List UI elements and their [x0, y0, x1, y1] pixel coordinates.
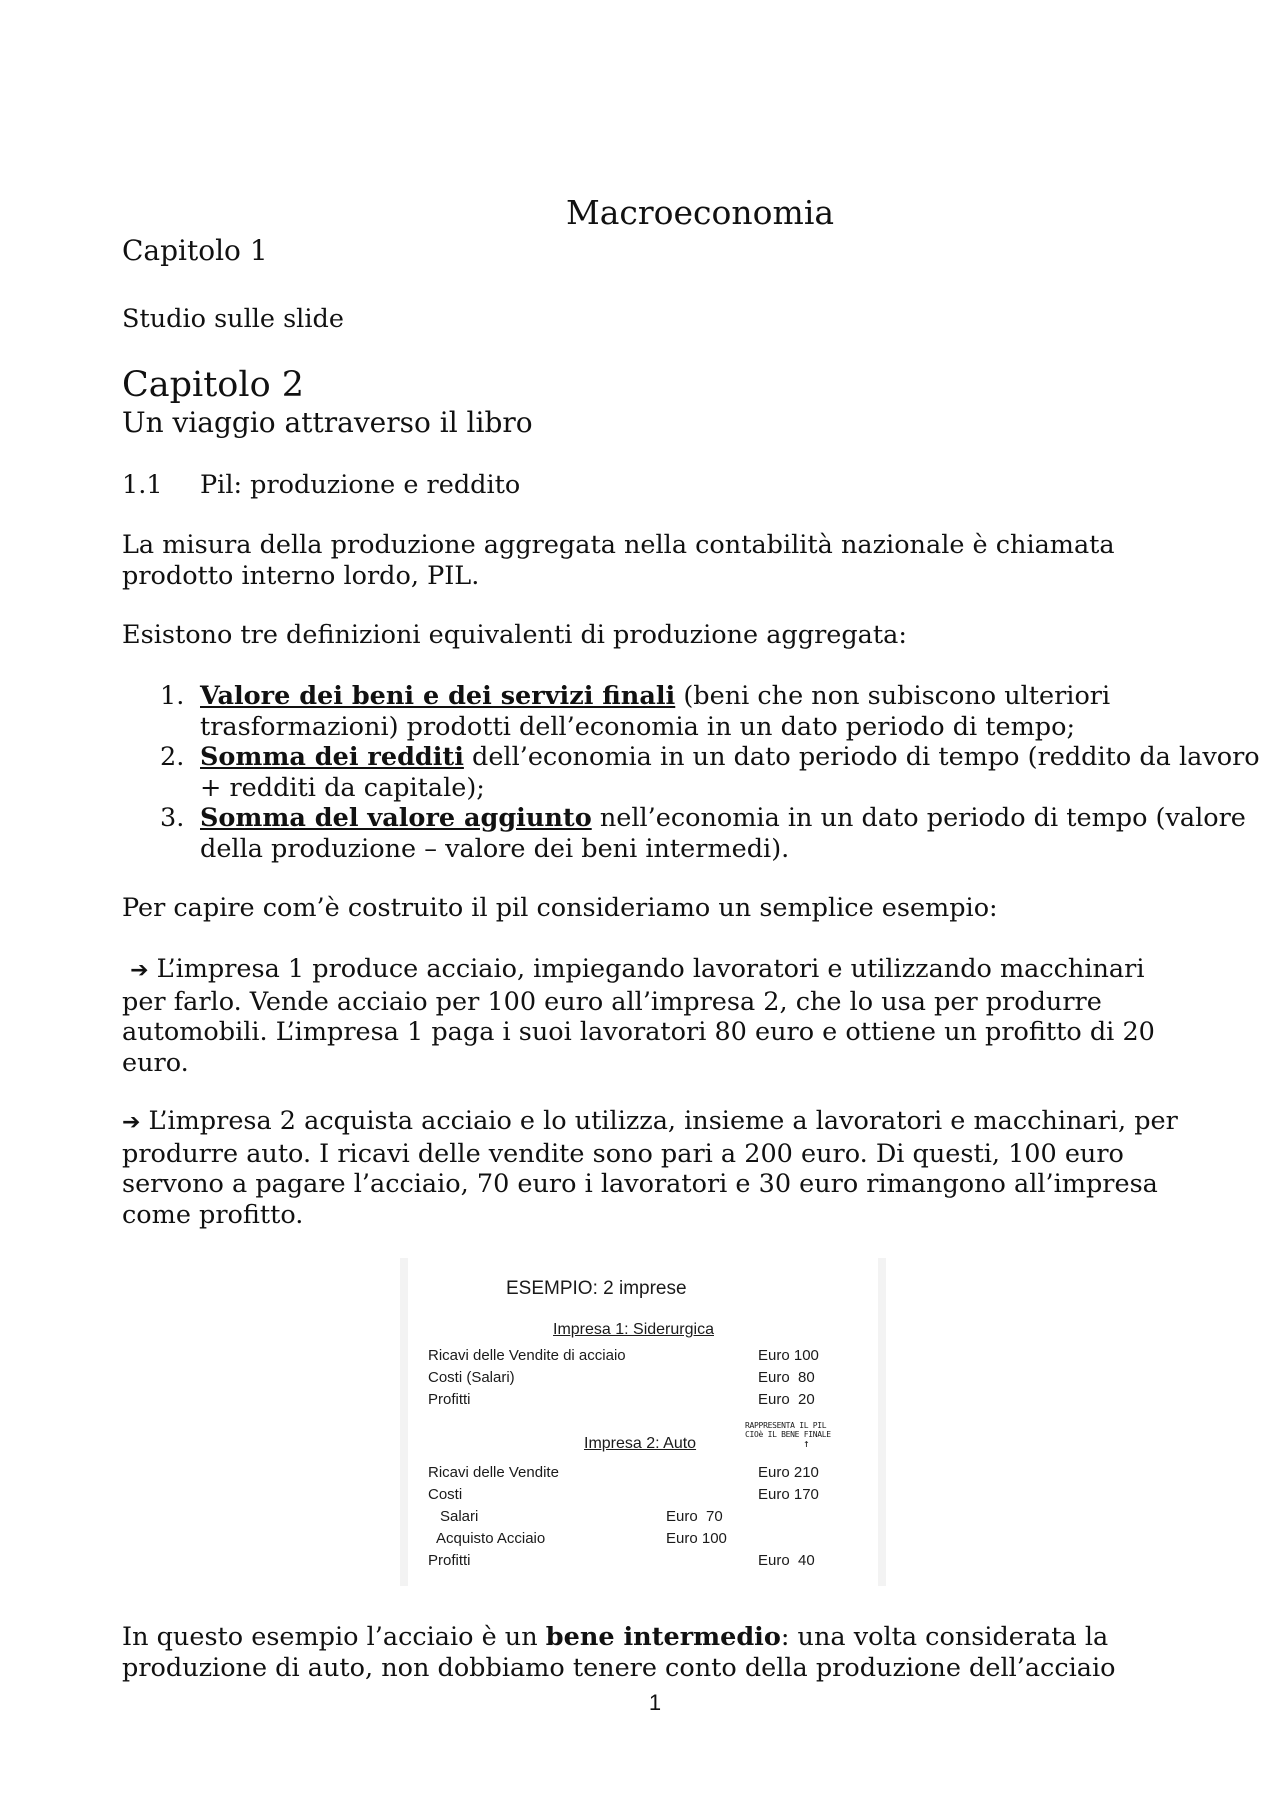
table-row-label: Salari [440, 1508, 479, 1525]
firm-1-header: Impresa 1: Siderurgica [553, 1321, 714, 1338]
definitions-list [122, 681, 1260, 864]
table-row-label: Acquisto Acciaio [436, 1530, 546, 1547]
figure-title: ESEMPIO: 2 imprese [506, 1278, 687, 1299]
table-row-value: Euro 100 [758, 1347, 819, 1364]
definition-term: Valore dei beni e dei servizi finali [200, 681, 676, 711]
table-row-value: Euro 210 [758, 1464, 819, 1481]
table-row-value: Euro 20 [758, 1391, 815, 1408]
paragraph-pil-definition: La misura della produzione aggregata nella contabilità nazionale è chiamata prodotto interno lordo, PIL. [122, 530, 1115, 591]
paragraph-firm-2: ➔ L’impresa 2 acquista acciaio e lo utilizza, insieme a lavoratori e macchinari, per produrre auto. I ricavi delle vendite sono pari a 200 euro. Di questi, 100 euro servono a pagare l’acciaio, 70 euro i lavoratori e 30 euro rimangono all’impresa come profitto. [122, 1106, 1178, 1230]
list-item: 2. Somma dei redditi dell’economia in un dato periodo di tempo (reddito da lavoro + redditi da capitale); [160, 742, 1260, 803]
table-row-value: Euro 80 [758, 1369, 815, 1386]
definition-term: Somma del valore aggiunto [200, 803, 592, 833]
chapter-2-heading: Capitolo 2 [122, 365, 305, 405]
table-row-label: Ricavi delle Vendite di acciaio [428, 1347, 626, 1364]
chapter-1-heading: Capitolo 1 [122, 234, 268, 267]
table-row-value: Euro 70 [666, 1508, 723, 1525]
section-title: Pil: produzione e reddito [200, 470, 521, 500]
document-title: Macroeconomia [565, 193, 835, 232]
list-item: 1. Valore dei beni e dei servizi finali (beni che non subiscono ulteriori trasformazioni) prodotti dell’economia in un dato periodo di tempo; [160, 681, 1111, 742]
table-row-value: Euro 40 [758, 1552, 815, 1569]
section-heading [122, 470, 520, 500]
chapter-1-text: Studio sulle slide [122, 304, 344, 334]
paragraph-example-intro: Per capire com’è costruito il pil consideriamo un semplice esempio: [122, 893, 998, 923]
paragraph-firm-1: ➔ L’impresa 1 produce acciaio, impiegando lavoratori e utilizzando macchinari per farlo. Vende acciaio per 100 euro all’impresa 2, che lo usa per produrre automobili. L’impresa 1 paga i suoi lavoratori 80 euro e ottiene un profitto di 20 euro. [122, 954, 1155, 1078]
example-figure [400, 1258, 886, 1586]
table-row-label: Profitti [428, 1552, 471, 1569]
table-row-value: Euro 100 [666, 1530, 727, 1547]
table-row-value: Euro 170 [758, 1486, 819, 1503]
paragraph-three-definitions: Esistono tre definizioni equivalenti di produzione aggregata: [122, 620, 907, 650]
bold-term: bene intermedio [545, 1622, 781, 1652]
table-row-label: Costi (Salari) [428, 1369, 515, 1386]
arrow-up-icon: ↑ [803, 1437, 810, 1450]
arrow-icon: ➔ [122, 1110, 141, 1135]
firm-2-header: Impresa 2: Auto [584, 1435, 697, 1452]
table-row-label: Costi [428, 1486, 463, 1503]
paragraph-intermediate-good: In questo esempio l’acciaio è un bene intermedio: una volta considerata la produzione di auto, non dobbiamo tenere conto della produzione dell’acciaio [122, 1622, 1116, 1683]
page-number: 1 [648, 1690, 662, 1715]
handwritten-note: RAPPRESENTA IL PIL CIOè IL BENE FINALE ↑ [745, 1421, 831, 1450]
definition-term: Somma dei redditi [200, 742, 464, 772]
section-number: 1.1 [122, 470, 163, 500]
table-row-label: Ricavi delle Vendite [428, 1464, 559, 1481]
table-row-label: Profitti [428, 1391, 471, 1408]
list-item: 3. Somma del valore aggiunto nell’economia in un dato periodo di tempo (valore della produzione – valore dei beni intermedi). [160, 803, 1246, 864]
arrow-icon: ➔ [130, 958, 149, 983]
chapter-2-subheading: Un viaggio attraverso il libro [122, 406, 533, 439]
